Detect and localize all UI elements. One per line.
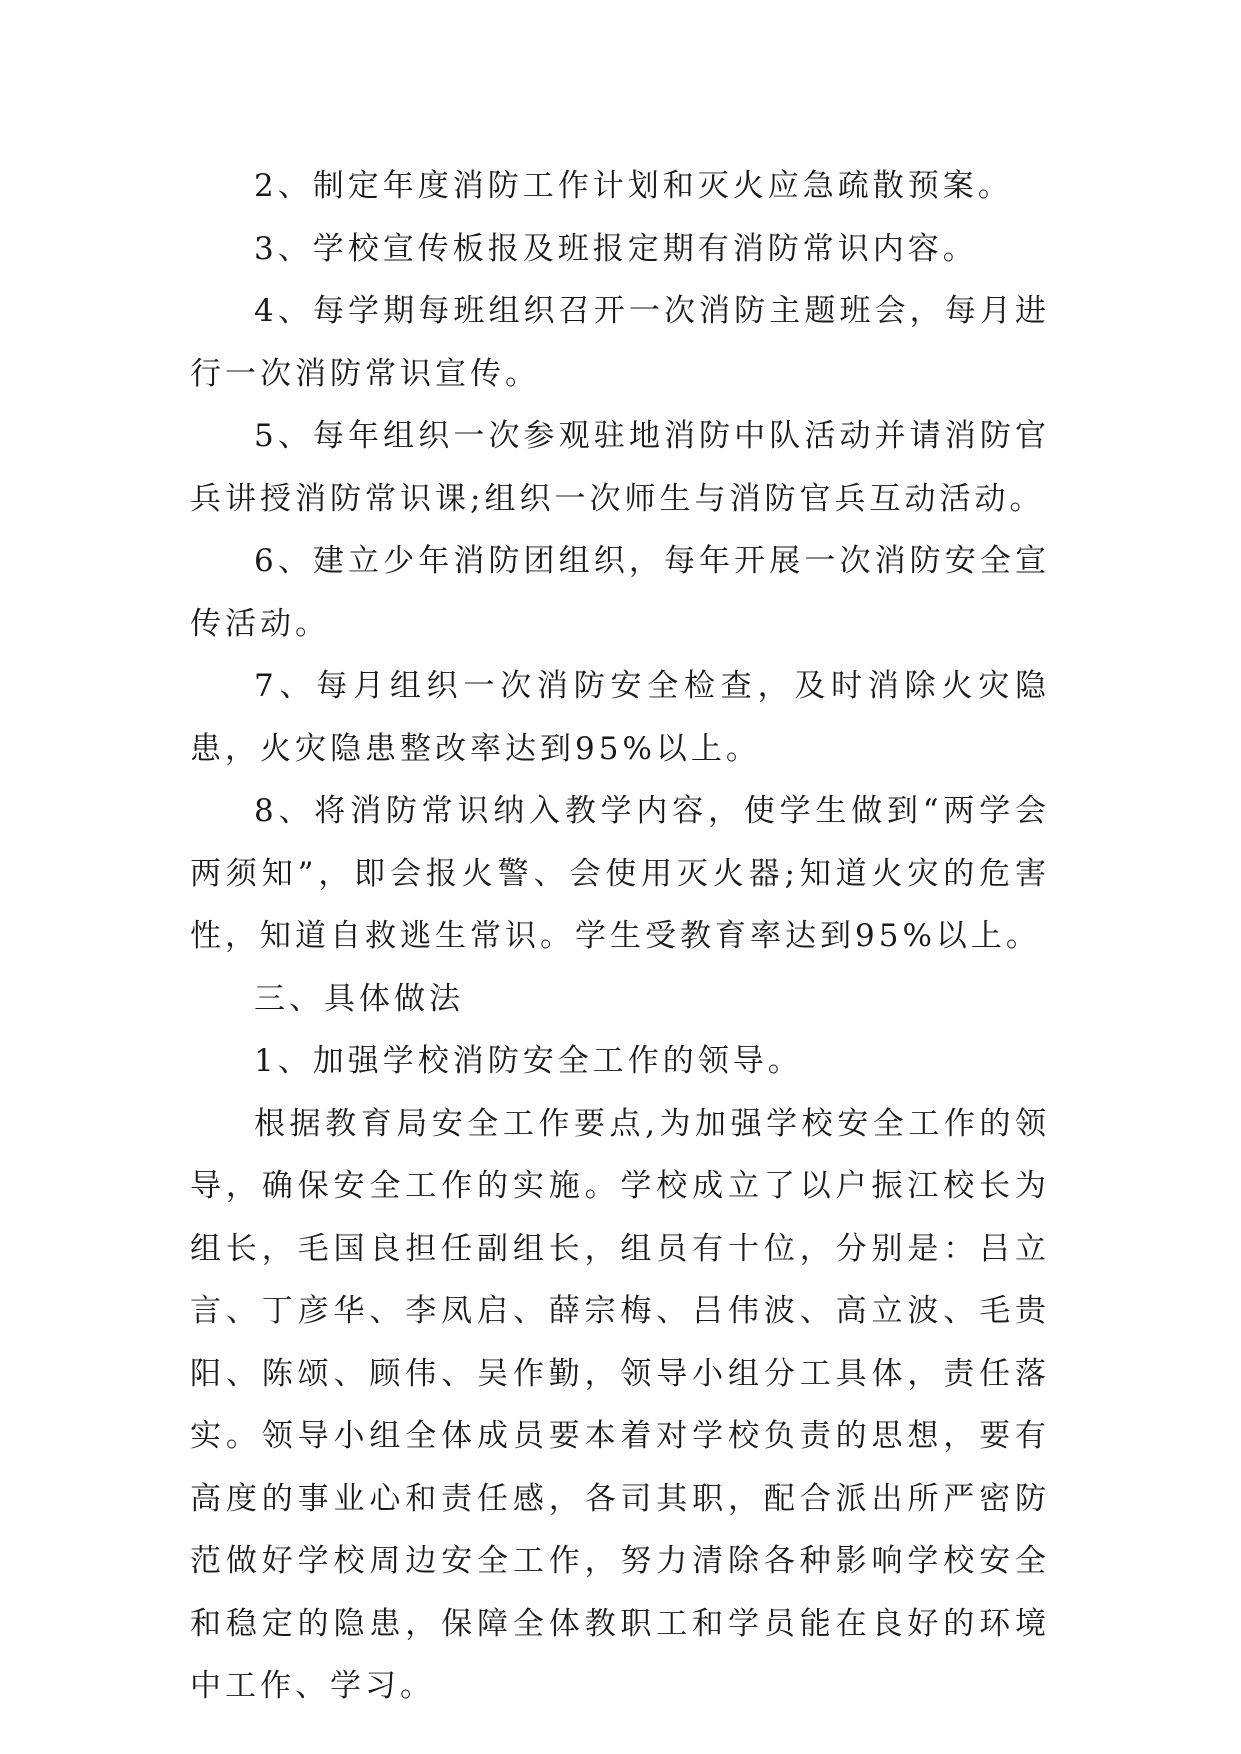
paragraph-item-7: 7、每月组织一次消防安全检查，及时消除火灾隐患，火灾隐患整改率达到95%以上。 (190, 668, 1050, 767)
paragraph-item-5: 5、每年组织一次参观驻地消防中队活动并请消防官兵讲授消防常识课;组织一次师生与消防官兵互动活动。 (190, 418, 1050, 517)
paragraph-item-3: 3、学校宣传板报及班报定期有消防常识内容。 (254, 230, 978, 267)
paragraph-item-4: 4、每学期每班组织召开一次消防主题班会，每月进行一次消防常识宣传。 (190, 293, 1050, 392)
paragraph-item-2: 2、制定年度消防工作计划和灭火应急疏散预案。 (254, 168, 1013, 204)
body-paragraph-leadership: 根据教育局安全工作要点,为加强学校安全工作的领导，确保安全工作的实施。学校成立了以户振江校长为组长，毛国良担任副组长，组员有十位，分别是：吕立言、丁彦华、李凤启、薛宗梅、吕伟波、高立波、毛贵阳、陈颂、顾伟、吴作勤，领导小组分工具体，责任落实。领导小组全体成员要本着对学校负责的思想，要有高度的事业心和责任感，各司其职，配合派出所严密防范做好学校周边安全工作，努力清除各种影响学校安全和稳定的隐患，保障全体教职工和学员能在良好的环境中工作、学习。 (190, 1105, 1050, 1704)
paragraph-item-6: 6、建立少年消防团组织，每年开展一次消防安全宣传活动。 (190, 543, 1050, 642)
subsection-heading-1: 1、加强学校消防安全工作的领导。 (254, 1043, 803, 1079)
document-body (190, 155, 1050, 1718)
paragraph-item-8: 8、将消防常识纳入教学内容，使学生做到“两学会两须知”，即会报火警、会使用灭火器;知道火灾的危害性，知道自救逃生常识。学生受教育率达到95%以上。 (190, 793, 1050, 954)
section-heading-3: 三、具体做法 (254, 980, 464, 1017)
